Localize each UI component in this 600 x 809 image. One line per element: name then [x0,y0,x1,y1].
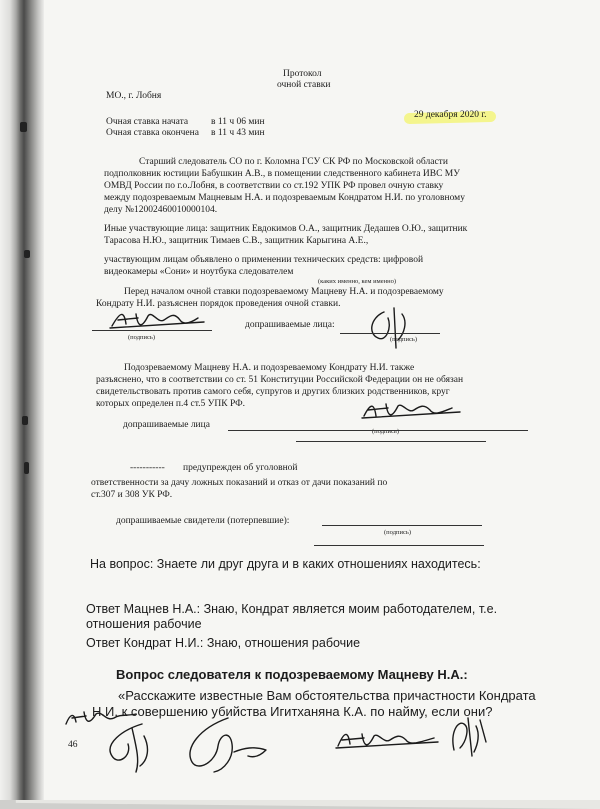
signature-investigator [170,712,280,778]
answer-kondrat: Ответ Кондрат Н.И.: Знаю, отношения рабочие [86,636,361,650]
intro-line: подполковник юстиции Бабушкин А.В., в помещении следственного кабинета ИВС МУ [104,169,460,179]
signature-matsnev-3 [334,726,444,756]
signature-line [314,545,484,546]
question-2-title: Вопрос следователя к подозреваемому Мацневу Н.А.: [116,667,468,682]
answer-matsnev: Ответ Мацнев Н.А.: Знаю, Кондрат является моим работодателем, т.е. [86,602,498,616]
article51-line: которых определен п.4 ст.5 УПК РФ. [96,399,245,409]
witnesses-label: допрашиваемые свидетели (потерпевшие): [116,516,290,526]
question-1: На вопрос: Знаете ли друг друга и в каких отношениях находитесь: [90,557,481,571]
answer-matsnev-cont: отношения рабочие [86,617,202,631]
tech-line: участвующим лицам объявлено о применении технических средств: цифровой [104,255,424,265]
signature-matsnev-2 [360,398,470,426]
warned-line: предупрежден об уголовной [183,463,298,473]
signature-caption: (подпись) [384,529,411,536]
signature-kondrat-bottom [440,712,500,760]
scan-edge-shadow [0,0,44,800]
intro-line: Старший следователь СО по г. Коломна ГСУ СК РФ по Московской области [139,157,448,167]
intro-line: между подозреваемым Мацневым Н.А. и подозреваемым Кондратом Н.И. по уголовному [104,193,465,203]
question-2-line: «Расскажите известные Вам обстоятельства причастности Кондрата [118,688,536,703]
signature-line [92,330,212,331]
warned-line: ст.307 и 308 УК РФ. [91,490,173,500]
margin-number: 46 [68,740,78,750]
end-value: в 11 ч 43 мин [211,128,265,138]
signature-caption: (подпись) [372,428,399,435]
signature-matsnev [108,306,208,336]
doc-date: 29 декабря 2020 г. [414,110,487,120]
signature-kondrat [364,304,424,350]
signature-caption: (подпись) [128,334,155,341]
signature-line [322,525,482,526]
scan-mark [24,462,29,474]
doc-subtitle: очной ставки [277,80,331,90]
participants-line: Иные участвующие лица: защитник Евдокимов О.А., защитник Дедашев О.Ю., защитник [104,224,468,234]
signature-line [296,441,486,442]
signature-kondrat-margin [92,716,162,776]
article51-line: свидетельствовать против самого себя, супругов и других близких родственников, круг [96,387,450,397]
signature-caption: (подпись) [390,336,417,343]
place: МО., г. Лобня [106,91,162,101]
rights-line: Перед началом очной ставки подозреваемому Мацневу Н.А. и подозреваемому [124,287,444,297]
signature-line [340,333,440,334]
article51-line: Подозреваемому Мацневу Н.А. и подозреваемому Кондрату Н.И. также [124,363,415,373]
signature-line [228,430,528,431]
scan-mark [22,416,28,425]
start-value: в 11 ч 06 мин [211,117,265,127]
tech-line: видеокамеры «Сони» и ноутбука следователем [104,267,294,277]
start-label: Очная ставка начата [106,117,189,127]
participants-line: Тарасова Н.Ю., защитник Тимаев С.В., защитник Карыгина А.Е., [104,236,369,246]
warned-dashes: ----------- [130,463,165,473]
scan-mark [20,122,27,132]
intro-line: ОМВД России по г.о.Лобня, в соответствии со ст.192 УПК РФ провел очную ставку [104,181,444,191]
end-label: Очная ставка окончена [106,128,199,138]
questioned-label: допрашиваемые лица: [245,320,335,330]
tech-note: (каких именно, кем именно) [318,278,397,285]
intro-line: делу №12002460010000104. [104,205,218,215]
article51-line: разъяснено, что в соответствии со ст. 51 Конституции Российской Федерации он не обязан [96,375,464,385]
warned-line: ответственности за дачу ложных показаний и отказ от дачи показаний по [91,478,388,488]
doc-title: Протокол [283,69,322,79]
question-2-line: Н.И. к совершению убийства Игитханяна К.А. по найму, если они? [92,704,493,719]
questioned-label-2: допрашиваемые лица [123,420,210,430]
scan-mark [24,250,30,258]
rights-line: Кондрату Н.И. разъяснен порядок проведения очной ставки. [96,299,341,309]
